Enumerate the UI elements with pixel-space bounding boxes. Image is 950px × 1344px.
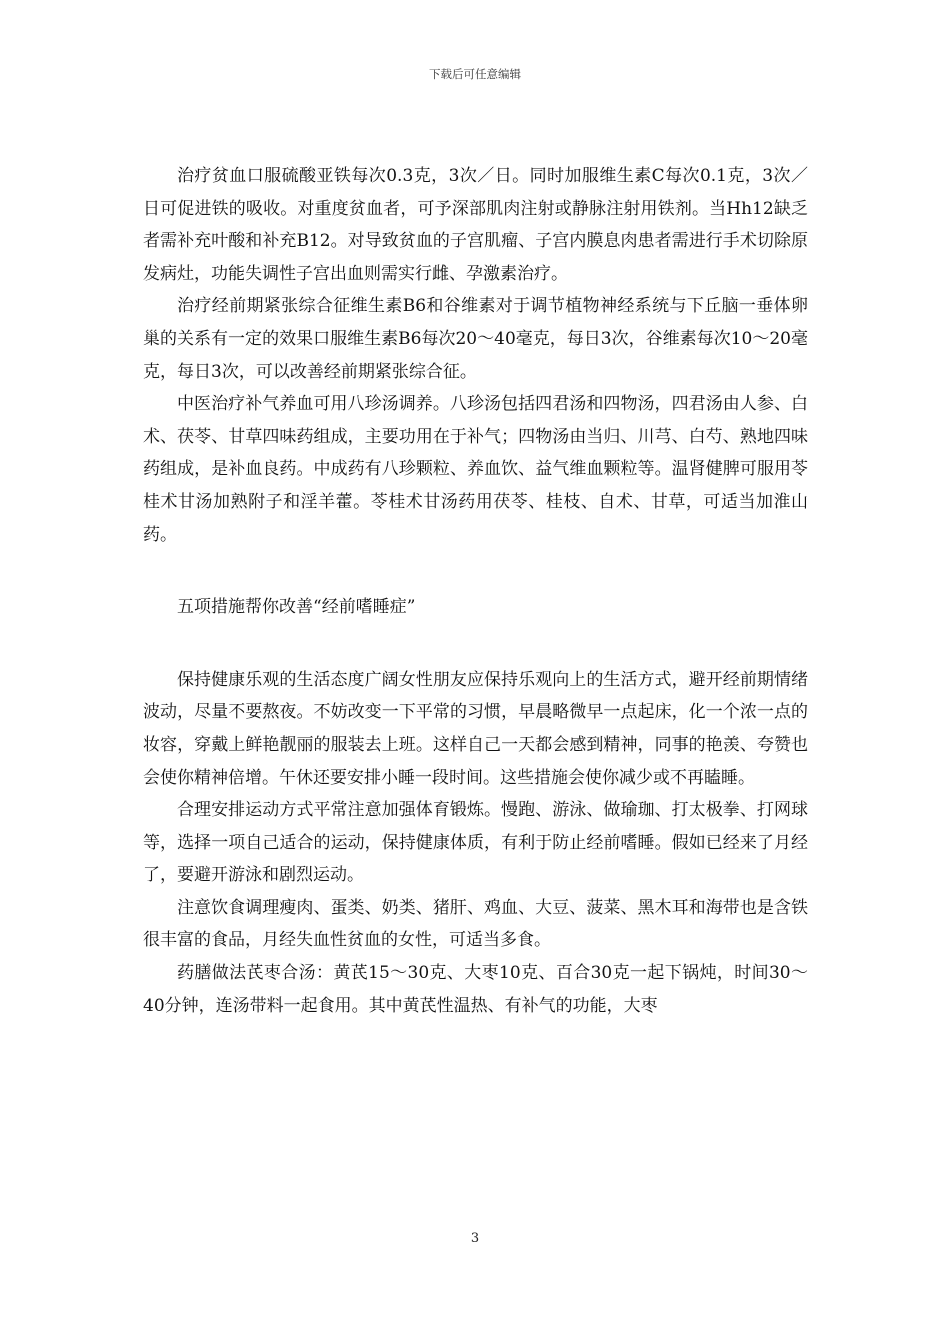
paragraph: 治疗经前期紧张综合征维生素B6和谷维素对于调节植物神经系统与下丘脑一垂体卵巢的关系有一定的效果口服维生素B6每次20～40毫克，每日3次，谷维素每次10～20毫克，每日3次，可以改善经前期紧张综合征。 bbox=[143, 296, 808, 382]
page-header: 下载后可任意编辑 bbox=[429, 67, 521, 81]
paragraph: 保持健康乐观的生活态度广阔女性朋友应保持乐观向上的生活方式，避开经前期情绪波动，尽量不要熬夜。不妨改变一下平常的习惯，早晨略微早一点起床，化一个浓一点的妆容，穿戴上鲜艳靓丽的服装去上班。这样自己一天都会感到精神，同事的艳羡、夸赞也会使你精神倍增。午休还要安排小睡一段时间。这些措施会使你减少或不再瞌睡。 bbox=[143, 669, 808, 788]
paragraph: 合理安排运动方式平常注意加强体育锻炼。慢跑、游泳、做瑜珈、打太极拳、打网球等，选择一项自己适合的运动，保持健康体质，有利于防止经前嗜睡。假如已经来了月经了，要避开游泳和剧烈运动。 bbox=[143, 800, 808, 886]
section-heading: 五项措施帮你改善“经前嗜睡症” bbox=[177, 597, 416, 618]
paragraph: 治疗贫血口服硫酸亚铁每次0.3克，3次／日。同时加服维生素C每次0.1克，3次／日可促进铁的吸收。对重度贫血者，可予深部肌肉注射或静脉注射用铁剂。当Hh12缺乏者需补充叶酸和补充B12。对导致贫血的子宫肌瘤、子宫内膜息肉患者需进行手术切除原发病灶，功能失调性子宫出血则需实行雌、孕激素治疗。 bbox=[143, 166, 808, 284]
paragraph: 药膳做法芪枣合汤：黄芪15～30克、大枣10克、百合30克一起下锅炖，时间30～40分钟，连汤带料一起食用。其中黄芪性温热、有补气的功能，大枣 bbox=[143, 963, 808, 1016]
paragraph: 注意饮食调理瘦肉、蛋类、奶类、猪肝、鸡血、大豆、菠菜、黑木耳和海带也是含铁很丰富的食品，月经失血性贫血的女性，可适当多食。 bbox=[143, 897, 808, 951]
document-body bbox=[143, 160, 808, 1022]
paragraph: 中医治疗补气养血可用八珍汤调养。八珍汤包括四君汤和四物汤，四君汤由人参、白术、茯苓、甘草四味药组成，主要功用在于补气；四物汤由当归、川芎、白芍、熟地四味药组成，是补血良药。中成药有八珍颗粒、养血饮、益气维血颗粒等。温肾健脾可服用苓桂术甘汤加熟附子和淫羊藿。苓桂术甘汤药用茯苓、桂枝、自术、甘草，可适当加淮山药。 bbox=[143, 394, 808, 545]
page-number: 3 bbox=[470, 1231, 480, 1246]
